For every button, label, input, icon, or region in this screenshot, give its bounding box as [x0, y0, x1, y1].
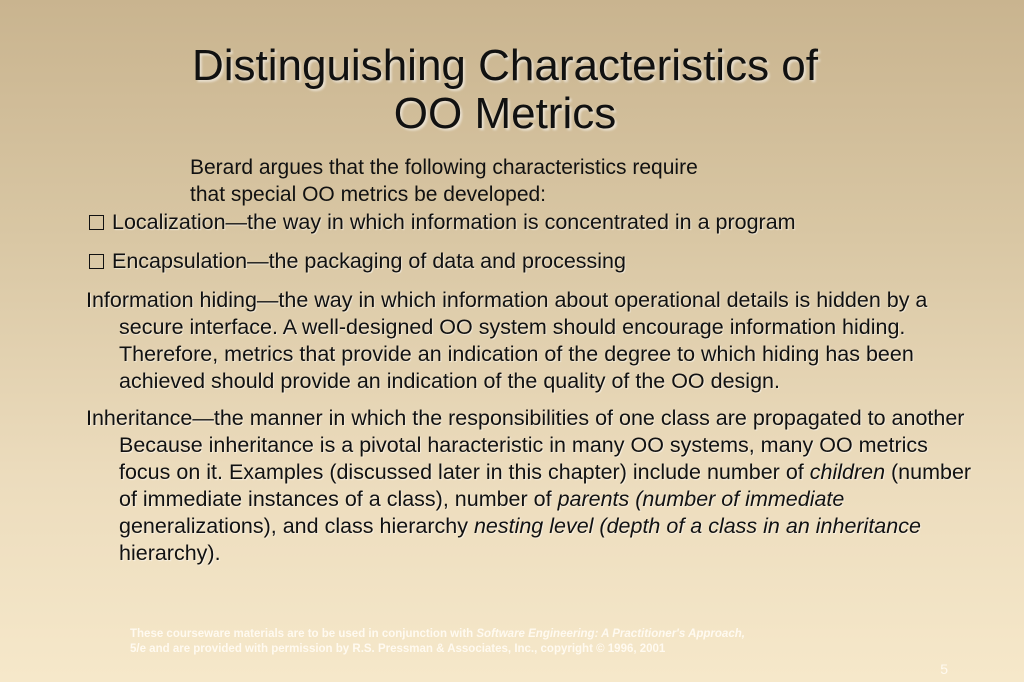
title-line-2: OO Metrics [393, 89, 617, 138]
square-bullet-icon [89, 254, 104, 269]
footer-text-2: 5/e and are provided with permission by R.S. Pressman & Associates, Inc., copyright © 1996, 2001 [130, 643, 666, 655]
bullet-localization [86, 209, 976, 236]
bullet-list [86, 209, 976, 577]
bullet-encapsulation [86, 248, 976, 275]
copyright-footer [130, 627, 745, 657]
square-bullet-icon [89, 215, 104, 230]
inheritance-text-2: (number of immediate instances of a class), number of [119, 460, 972, 511]
title-line-1: Distinguishing Characteristics of [191, 41, 819, 90]
intro-text [190, 154, 698, 208]
page-number: 5 [940, 661, 948, 677]
inheritance-text-3: generalizations), and class hierarchy [119, 514, 474, 538]
inheritance-paragraph [86, 405, 976, 567]
inheritance-italic-2: parents (number of immediate [557, 487, 845, 511]
inheritance-italic-3: nesting level (depth of a class in an inheritance [473, 514, 921, 538]
inheritance-italic-1: children [809, 460, 886, 484]
footer-text-1: These courseware materials are to be used in conjunction with [130, 628, 477, 640]
inheritance-text-4: hierarchy). [119, 541, 221, 565]
slide-title [0, 42, 1010, 138]
intro-line-2: that special OO metrics be developed: [190, 183, 547, 206]
bullet-text: Localization—the way in which information is concentrated in a program [112, 210, 796, 234]
information-hiding-paragraph: Information hiding—the way in which information about operational details is hidden by a secure interface. A well-designed OO system should encourage information hiding. Therefore, metrics that provide an indication of the degree to which hiding has been achieved should provide an indication of the quality of the OO design. [86, 288, 928, 393]
footer-book-title: Software Engineering: A Practitioner's Approach, [476, 628, 745, 640]
intro-line-1: Berard argues that the following characteristics require [190, 156, 698, 179]
bullet-text: Encapsulation—the packaging of data and processing [112, 249, 626, 273]
inheritance-text-1: Inheritance—the manner in which the responsibilities of one class are propagated to another Because inheritance is a pivotal haracteristic in many OO systems, many OO metrics focus on it. Examples (discussed later in this chapter) include number of [86, 406, 965, 484]
